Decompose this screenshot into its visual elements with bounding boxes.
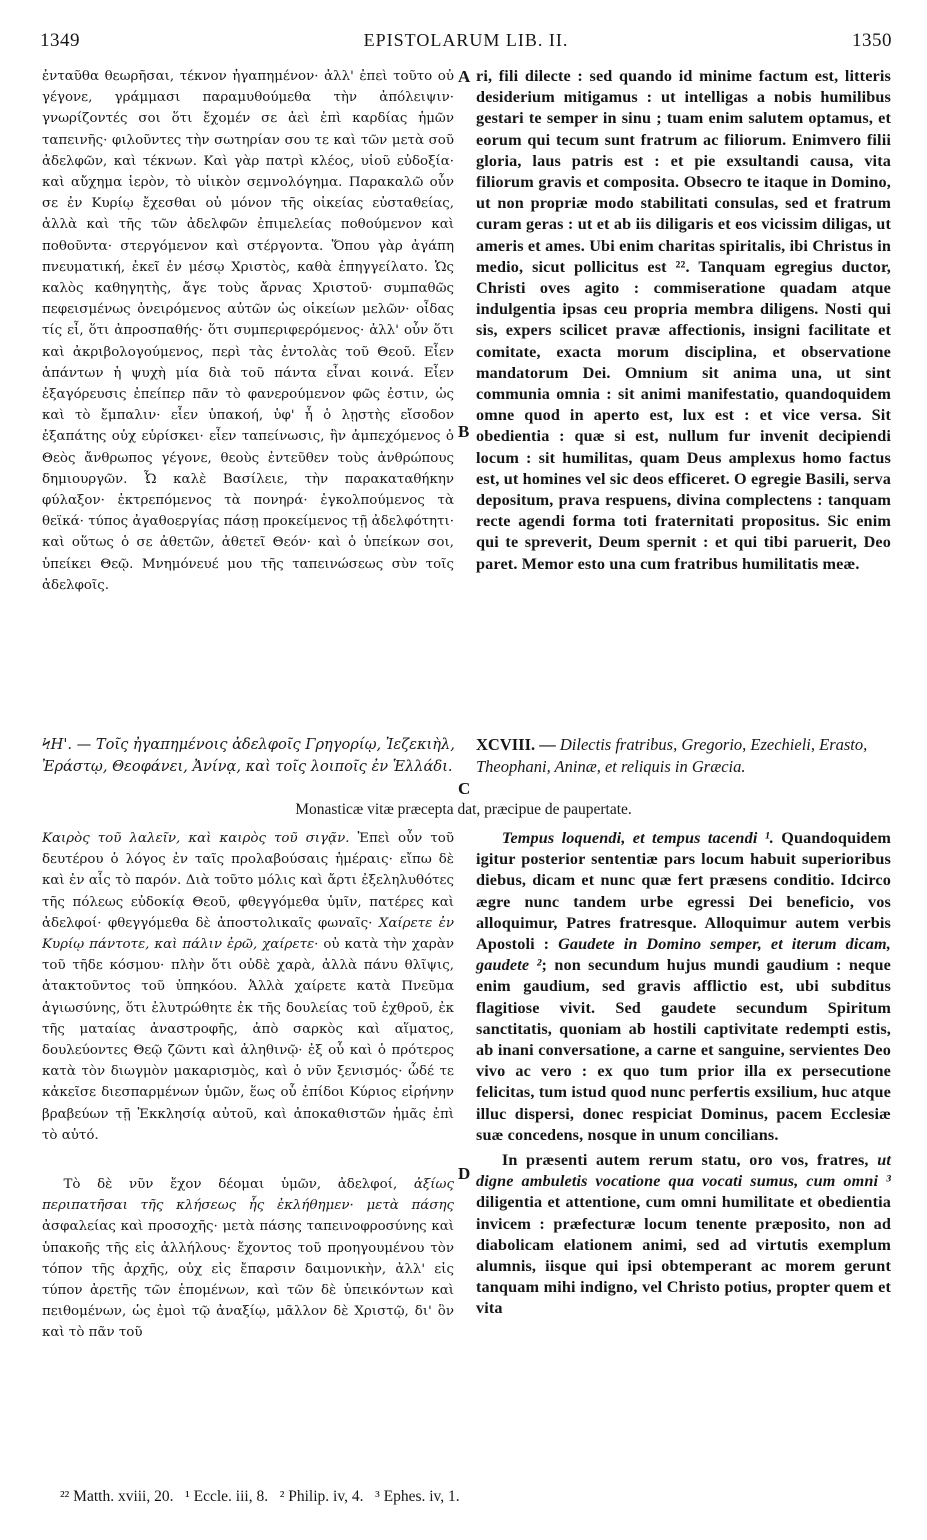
latin-quote-2: Gaudete in Domino semper, et iterum dicam, gaudete ² xyxy=(476,935,891,975)
latin-text-3a: In præsenti autem rerum statu, oro vos, fratres, xyxy=(501,1151,869,1170)
greek-text-3b: ἀσφαλείας καὶ προσοχῆς· μετὰ πάσης ταπεινοφροσύνης καὶ ὑπακοῆς τῆς εἰς ἀλλήλους· ἔχοντος τοῦ προηγουμένου τὸν τόπον τῆς ἀρχῆς, οὐχ εἰς ἔπαρσιν δαιμονικὴν, ἀλλ' εἰς τύπον ἀρετῆς τῶν ἑπομένων, καὶ τῶν δὲ ὑπεικόντων καὶ πειθομένων, ὡς ἐμοὶ τῷ ἀναξίῳ, μᾶλλον δὲ Χριστῷ, δι' ὃν καὶ τὸ πᾶν τοῦ xyxy=(42,1219,454,1341)
latin-letter-address: Dilectis fratribus, Gregorio, Ezechieli, Erasto, Theophani, Aninæ, et reliquis in Græcia. xyxy=(476,735,868,776)
latin-letter-heading xyxy=(476,734,896,778)
latin-paragraph-1: ri, fili dilecte : sed quando id minime factum est, litteris desiderium mitigamus : ut intelligas a nobis humilibus gestari te semper in sinu ; tuam enim salutem optamus, et eorum qui tecum sunt fratrum ac filiorum. Enimvero filii gloria, laus patris est : et pie exsultandi causa, vita filiorum gravis et composita. Obsecro te itaque in Domino, ut non propriæ modo stabilitati consulas, sed et fratrum curam geras : ut et ab iis diligaris et eos vicissim diligas, ut ameris et ames. Ubi enim charitas spiritalis, ibi Christus in medio, sicut pollicitus est ²². Tanquam egregius ductor, Christi oves agito : commiseratione quadam atque indulgentia ipsas ceu propria membra diligens. Nosti qui sis, expers scilicet pravæ affectionis, insigni facilitate et comitate, exacta morum disciplina, et observatione mandatorum Dei. Omnium sit anima una, ut sint communia omnia : sit animi manifestatio, quandoquidem omne quod in aperto est, lux est : et vice versa. Sit obedientia : quæ si est, nullum fur invenit decipiendi locum : sit humilitas, quam Deus amplexus homo factus est, ut homines vel sic deos efficeret. O egregie Basili, serva depositum, prava respuens, divina complectens : tanquam recte agendi forma toti fraternitati propositus. Sic enim qui te spreverit, Deum spernit : et qui tibi paruerit, Deo paret. Memor esto una cum fratribus humilitatis meæ. xyxy=(476,67,891,573)
greek-paragraph-3 xyxy=(42,1174,454,1344)
latin-paragraph-2 xyxy=(476,828,891,1146)
greek-quote-2: Χαίρετε ἐν Κυρίῳ πάντοτε, καὶ πάλιν ἐρῶ, χαίρετε· xyxy=(42,915,454,953)
greek-quote-1: Καιρὸς τοῦ λαλεῖν, καὶ καιρὸς τοῦ σιγᾷν. xyxy=(42,831,350,846)
right-page-number: 1350 xyxy=(852,30,892,51)
greek-paragraph-1: ἐνταῦθα θεωρῆσαι, τέκνον ἠγαπημένον· ἀλλ' ἐπεὶ τοῦτο οὐ γέγονε, γράμμασι παραμυθούμεθα τὴν ἀπόλειψιν· γνωρίζοντές σοι ὅτι ἔχομέν σε ἀεὶ ἐπὶ καρδίας ἡμῶν ταπεινῆς· φιλοῦντες τὴν σωτηρίαν σου τε καὶ τῶν μετὰ σοῦ ἀδελφῶν, καὶ τέκνων. Καὶ γὰρ πατρὶ κλέος, υἱοῦ εὐδοξία· καὶ αὔχημα ἱερὸν, τὸ υἱικὸν σεμνολόγημα. Παρακαλῶ οὖν σε ἐν Κυρίῳ ἔχεσθαι οὐ μόνον τῆς οἰκείας εὐσταθείας, ἀλλὰ καὶ τῆς τῶν ἀδελφῶν ἐπιμελείας ποθούμενον καὶ ποθοῦντα· στεργόμενον καὶ στέργοντα. Ὅπου γὰρ ἀγάπη πνευματική, ἐκεῖ ἐν μέσῳ Χριστὸς, καθὰ ἐπηγγείλατο. Ὡς καλὸς καθηγητὴς, ἄγε τοὺς ἄρνας Χριστοῦ· συμπαθῶς πεφεισμένως ὀνειρόμενος αὐτῶν ὡς οἰκείων μελῶν· οἶδας τίς εἶ, ὅτι ἀπροσπαθής· ὅτι συμπεριφερόμενος· ἀλλ' οὖν ὅτι καὶ ἀκριβολογούμενος, περὶ τὰς ἐντολὰς τοῦ Θεοῦ. Εἶεν ἁπάντων ἡ ψυχὴ μία διὰ τοῦ πάντα εἶναι κοινά. Εἶεν ἐξαγόρευσις ἐπείπερ πᾶν τὸ φανερούμενον φῶς ἐστιν, ὡς καὶ τὸ ἔμπαλιν· εἶεν ὑπακοή, ὑφ' ἧ ὁ λῃστὴς εἴσοδον ἐξαπάτης οὐχ εὑρίσκει· εἶεν ταπείνωσις, ἣν ἀμπεχόμενος ὁ Θεὸς ἄνθρωπος γέγονε, θεοὺς ἐντεῦθεν τοὺς ἀνθρώπους δημιουργῶν. Ὦ καλὲ Βασίλειε, τὴν παρακαταθήκην φύλαξον· ἐκτρεπόμενος τὰ πονηρά· ἐγκολπούμενος τὰ θεϊκά· τύπος ἀγαθοεργίας πάσῃ προκείμενος τῇ ἀδελφότητι· καὶ οὕτως ὁ σε ἀθετῶν, ἀθετεῖ Θεόν· καὶ ὁ ὑπείκων σοι, ὑπείκει Θεῷ. Μνημόνευέ μου τῆς ταπεινώσεως σὺν τοῖς ἀδελφοῖς. xyxy=(42,69,454,593)
latin-text-3b: diligentia et attentione, cum omni humilitate et obedientia invicem : præfecturæ locum tenente præposito, non ad diabolicam elationem animi, sed ad virtutis exemplum alumnis, iisque qui ipsi obtemperant ac morem gerunt tanquam mihi indigno, vel Christo potius, propter quem et vita xyxy=(476,1193,891,1318)
latin-column-lower xyxy=(476,828,891,1320)
latin-text-2: Quandoquidem igitur posterior sententiæ pars locum habuit superioribus diebus, dicam et nunc quæ fert præsens conditio. Idcirco ægre nunc tandem urbe egressi Dei beneficio, vos alloquimur, Patres fratresque. Alloquimur autem verbis Apostoli : xyxy=(476,829,891,954)
margin-marker-a: A xyxy=(458,67,471,86)
latin-quote-3: ut digne ambuletis vocatione qua vocati sumus, cum omni ³ xyxy=(476,1151,891,1191)
greek-text-2b: οὐ κατὰ τὴν χαρὰν τοῦ τῆδε κόσμου· πλὴν ὅτι οὐδὲ χαρὰ, ἀλλὰ πάνυ θλῖψις, ἀτακτοῦντος τοῦ ὑπηκόου. Ἀλλὰ χαίρετε κατὰ Πνεῦμα ἁγιωσύνης, ὅτι ἐλυτρώθητε ἐκ τῆς δουλείας τοῦ ἐχθροῦ, ἐκ τῆς ματαίας ἀναστροφῆς, ἀπὸ σαρκὸς καὶ αἵματος, δουλεύοντες Θεῷ ζῶντι καὶ ἀληθινῷ· ἐξ οὗ καὶ ὁ πρότερος κατὰ τὸν διωγμὸν μακαρισμὸς, καὶ ὁ νῦν ξενισμός· ὧδέ τε κἀκεῖσε διεσπαρμένων ὑμῶν, ἕως οὗ ἐπίδοι Κύριος εἰρήνην βραβεύων τῇ Ἐκκλησίᾳ αὐτοῦ, καὶ ἀποκαθιστῶν ἡμᾶς ἐπὶ τὸ αὐτό. xyxy=(42,937,454,1143)
latin-paragraph-3 xyxy=(476,1150,891,1320)
greek-paragraph-2 xyxy=(42,828,454,1146)
greek-column-lower xyxy=(42,828,454,1344)
margin-marker-b: B xyxy=(458,422,470,441)
greek-letter-heading: ϞΗ'. — Τοῖς ἠγαπημένοις ἀδελφοῖς Γρηγορίῳ, Ἰεζεκιὴλ, Ἐράστῳ, Θεοφάνει, Ἀνίνᾳ, καὶ τοῖς λοιποῖς ἐν Ἑλλάδι. xyxy=(42,736,455,775)
running-title: EPISTOLARUM LIB. II. xyxy=(363,30,569,50)
letter-summary: Monasticæ vitæ præcepta dat, præcipue de paupertate. xyxy=(295,801,632,818)
greek-column-upper xyxy=(42,66,454,596)
greek-text-2: Ἐπεὶ οὖν τοῦ δευτέρου ὁ λόγος ἐν ταῖς προλαβούσαις ἡμέραις· εἴπω δὲ καὶ ἐν αἷς τὸ παρόν. Διὰ τοῦτο μόλις καὶ ἄρτι ἐξεληλυθότες τῆς πόλεως εὐδοκίᾳ Θεοῦ, φθεγγόμεθα ὑμῖν, πατέρες καὶ ἀδελφοί· φθεγγόμεθα δὲ ἀποστολικαῖς φωναῖς· xyxy=(42,831,454,931)
margin-marker-c: C xyxy=(458,779,471,798)
latin-quote-1: Tempus loquendi, et tempus tacendi ¹. xyxy=(501,829,774,847)
latin-column-upper xyxy=(476,66,891,575)
greek-text-3a: Τὸ δὲ νῦν ἔχον δέομαι ὑμῶν, ἀδελφοί, xyxy=(63,1177,398,1193)
latin-text-2b: ; non secundum hujus mundi gaudium : neque enim gaudium, sed gravis afflictio est, ubi subditus flagitiose vivit. Sed gaudete secundum Spiritum sanctitatis, quoniam ab hostili captivitate redempti estis, ab inani conversatione, a carne et sanguine, servientes Deo vivo ac vero : ex quo tum prior illa ex persecutione felicitas, tum istud quod nunc perfertis exsilium, huc atque illuc dispersi, donec respiciat Dominus, pacem Ecclesiæ suæ concedens, nosque in unum concilians. xyxy=(476,956,892,1144)
page-header xyxy=(40,30,892,58)
left-page-number: 1349 xyxy=(40,30,80,51)
margin-marker-d: D xyxy=(458,1164,471,1183)
latin-letter-number: XCVIII. — xyxy=(476,735,556,754)
greek-quote-3: ἀξίως περιπατῆσαι τῆς κλήσεως ἧς ἐκλήθημεν· μετὰ πάσης xyxy=(42,1177,454,1214)
footnotes: ²² Matth. xviii, 20. ¹ Eccle. iii, 8. ² Philip. iv, 4. ³ Ephes. iv, 1. xyxy=(60,1488,460,1505)
